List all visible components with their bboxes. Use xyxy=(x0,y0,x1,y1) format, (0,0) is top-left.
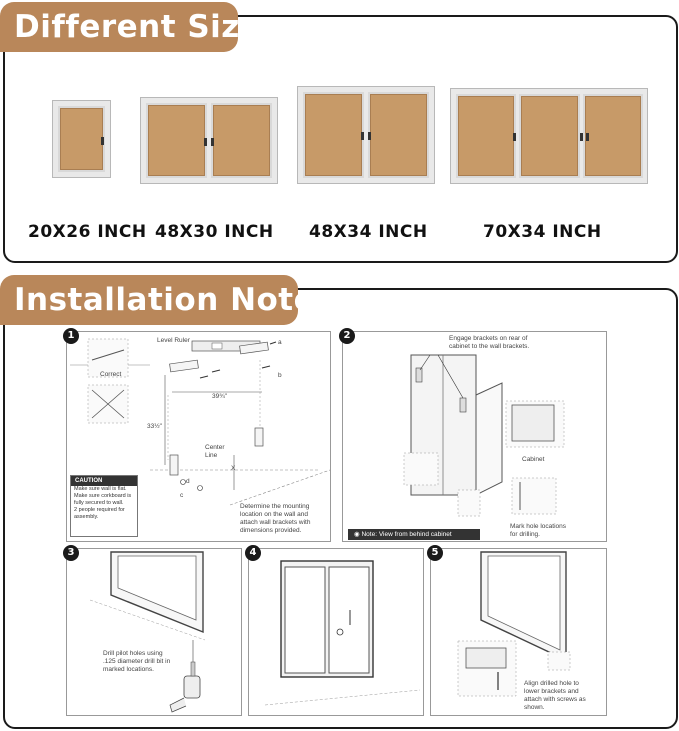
view-note-text: Note: View from behind cabinet xyxy=(361,531,452,538)
caution-title: CAUTION xyxy=(71,476,137,486)
size-label-3: 48X34 INCH xyxy=(309,222,428,242)
step-3-number: 3 xyxy=(63,545,79,561)
step-2-number: 2 xyxy=(339,328,355,344)
step-5-number: 5 xyxy=(427,545,443,561)
width-dimension: 39¾" xyxy=(212,393,227,400)
step-5-note: Align drilled hole to lower brackets and attach with screws as shown. xyxy=(524,680,586,711)
size-label-4: 70X34 INCH xyxy=(483,222,602,242)
bracket-label-b: b xyxy=(278,372,282,379)
height-dimension: 33½" xyxy=(147,423,162,430)
size-section-title: Different Size xyxy=(0,2,238,52)
step-3-note: Drill pilot holes using .125 diameter drill bit in marked locations. xyxy=(103,650,171,673)
correct-label: Correct xyxy=(100,371,122,378)
size-label-1: 20X26 INCH xyxy=(28,222,147,242)
installation-section-title: Installation Notes xyxy=(0,275,298,325)
mark-holes-note: Mark hole locations for drilling. xyxy=(510,523,566,538)
step-1-note: Determine the mounting location on the wall and attach wall brackets with dimensions provided. xyxy=(240,503,311,534)
caution-item: Make sure wall is flat. xyxy=(74,486,127,492)
dimension-x-label: X xyxy=(231,465,236,472)
bracket-label-c: c xyxy=(180,492,184,499)
center-line-label: Center Line xyxy=(205,444,225,459)
cabinet-label: Cabinet xyxy=(522,456,545,463)
caution-item: 2 people required for assembly. xyxy=(74,507,125,520)
size-label-2: 48X30 INCH xyxy=(155,222,274,242)
step-2-note-top: Engage brackets on rear of cabinet to the wall brackets. xyxy=(449,335,530,350)
bracket-label-a: a xyxy=(278,339,282,346)
step-1-number: 1 xyxy=(63,328,79,344)
level-ruler-label: Level Ruler xyxy=(157,337,190,344)
caution-item: Make sure corkboard is fully secured to wall. xyxy=(74,493,132,506)
eye-icon: ◉ xyxy=(354,531,362,538)
bracket-label-d: d xyxy=(186,478,190,485)
step-4-number: 4 xyxy=(245,545,261,561)
